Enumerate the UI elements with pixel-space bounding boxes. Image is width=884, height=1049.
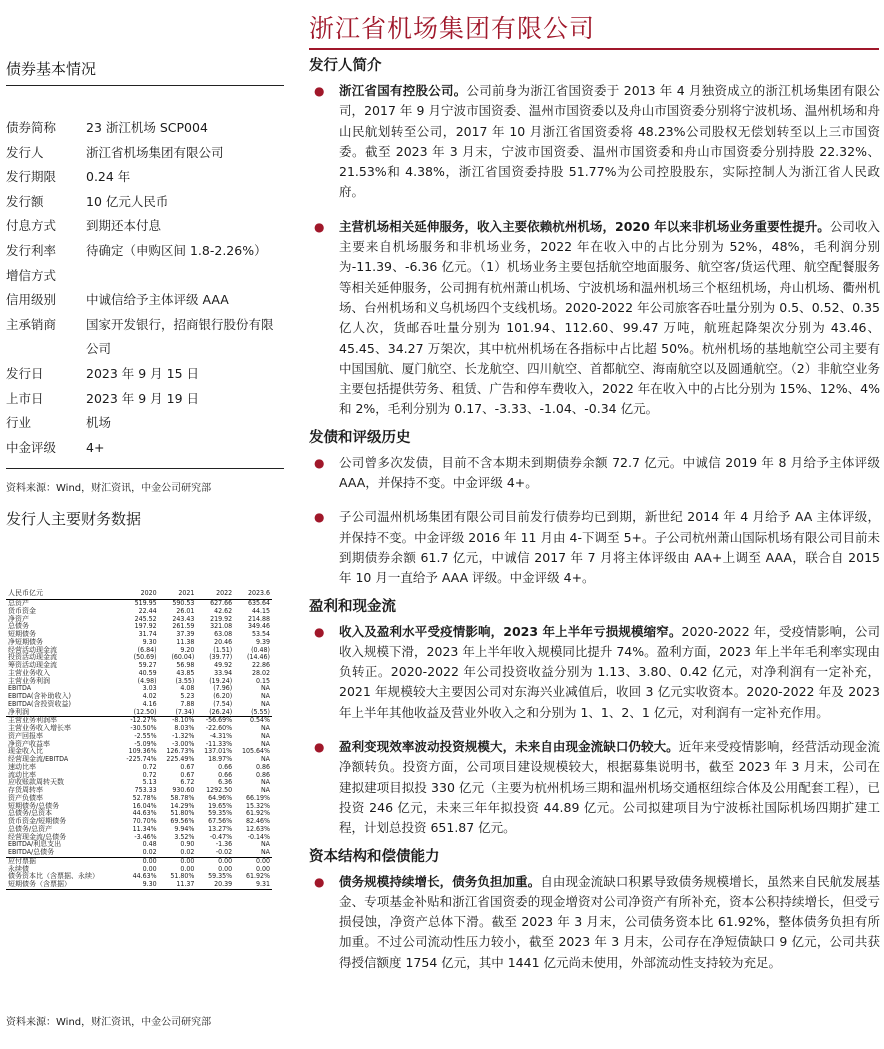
bullet-paragraph (309, 81, 880, 203)
table-row (6, 678, 272, 686)
table-row (6, 849, 272, 857)
title-rule (309, 48, 879, 50)
table-cell: 20.39 (196, 881, 234, 889)
table-row-label: EBITDA(含投资收益) (8, 699, 71, 708)
bond-info-row (6, 411, 284, 436)
bond-info-row (6, 141, 284, 166)
bullet-icon: ● (314, 510, 325, 525)
bullet-icon: ● (314, 455, 325, 470)
table-row-label: 经营现金流/总债务 (8, 832, 67, 841)
table-cell: 0.02 (118, 849, 158, 857)
bond-info-value: 到期还本付息 (86, 218, 162, 234)
bond-info-heading: 债券基本情况 (6, 60, 97, 78)
table-cell: -0.47% (209, 832, 233, 841)
section-heading: 盈利和现金流 (309, 598, 396, 615)
table-cell: 197.92 (134, 622, 157, 631)
bullet-paragraph (309, 217, 880, 420)
table-cell: -1.32% (172, 731, 195, 740)
table-cell: 0.00 (255, 856, 270, 865)
table-cell: 59.27 (138, 661, 157, 669)
right-column (309, 54, 880, 973)
bond-info-row (6, 116, 284, 141)
table-row-label: 短期债务/总债务 (8, 801, 60, 810)
table-cell: 11.34% (132, 824, 157, 833)
table-cell: 4.08 (180, 684, 195, 693)
bond-info-value: 10 亿元人民币 (86, 193, 169, 209)
bullet-paragraph (309, 622, 880, 723)
table-cell: 11.37 (159, 881, 197, 889)
table-cell: -3.00% (172, 739, 195, 748)
table-cell: 40.59 (138, 668, 157, 677)
bond-info-row (6, 362, 284, 387)
table-cell: 5.23 (180, 692, 195, 700)
table-cell: 19.65% (208, 801, 233, 810)
paragraph-text: 近年来受疫情影响，经营活动现金流净额转负。投资方面，公司项目建设规模较大，根据募集说明书，截至 2023 年 3 月末，公司在建拟建项目拟投 330 亿元（主要为杭州机场三期和温州机场交通枢纽综合体及公用配套工程），已投资 246 亿元，未来三年年拟投资 44.89 亿元。公司拟建项目为宁波栎社国际机场四期扩建工程，计划总投资 651.87 亿元。 (339, 739, 880, 836)
table-cell: NA (260, 699, 270, 708)
table-cell: 58.78% (170, 793, 195, 802)
table-cell: 0.00 (180, 864, 195, 873)
table-cell: 9.30 (118, 881, 158, 889)
bond-info-key: 中金评级 (6, 439, 57, 455)
table-cell: -225.74% (126, 755, 157, 763)
bond-info-value: 2023 年 9 月 15 日 (86, 365, 200, 381)
table-row-label: 总债务/总资本 (8, 809, 53, 818)
table-cell: 82.46% (245, 817, 270, 825)
table-cell: 67.56% (208, 817, 233, 825)
section-heading: 资本结构和偿债能力 (309, 848, 440, 865)
table-cell: 3.52% (174, 832, 195, 841)
table-header-cell: 2022 (196, 588, 234, 600)
bond-info-value (86, 264, 284, 289)
table-cell: 219.92 (210, 614, 233, 623)
bond-info-key: 信用级别 (6, 292, 57, 308)
table-row-label: 主营业务利润率 (8, 716, 57, 725)
table-cell: 28.02 (251, 668, 270, 677)
table-row-label: 速动比率 (8, 762, 36, 771)
paragraph-text: 子公司温州机场集团有限公司目前发行债券均已到期，新世纪 2014 年 4 月给予 AA 主体评级，并保持不变。中金评级 2016 年 11 月由 4-下调至 5+。子公司杭州萧山国际机场有限公司目前未到期债券余额 61.7 亿元，中诚信 2017 年 7 月将主体评级由 AA+上调至 AAA，联合自 2015 年 10 月一直给予 AAA 评级。中金评级 4+。 (339, 509, 880, 586)
table-cell: (7.54) (213, 699, 233, 708)
table-row-label: 资产负债率 (8, 793, 43, 802)
bullet-paragraph (309, 872, 880, 973)
bond-info-key: 发行人 (6, 144, 44, 160)
bond-info-value: 待确定（申购区间 1.8-2.26%） (86, 242, 267, 258)
table-cell: NA (260, 692, 270, 700)
table-row-label: EBITDA/总债务 (6, 849, 118, 857)
table-cell: 1292.50 (206, 786, 233, 794)
page-title: 浙江省机场集团有限公司 (309, 14, 596, 43)
table-row-label: 净利润 (6, 709, 118, 717)
table-cell: 0.15 (255, 676, 270, 685)
bond-info-key: 发行利率 (6, 242, 57, 258)
table-cell: 3.03 (142, 684, 157, 693)
table-cell: 590.53 (172, 599, 195, 607)
table-cell: 49.92 (214, 661, 233, 669)
table-cell: 9.39 (255, 637, 270, 646)
table-cell: 44.63% (132, 809, 157, 818)
paragraph-text: 公司曾多次发债，目前不含本期未到期债券余额 72.7 亿元。中诚信 2019 年 8 月给予主体评级 AAA，并保持不变。中金评级 4+。 (339, 454, 880, 491)
bond-info-row (6, 214, 284, 239)
table-row-label: EBITDA(含补助收入) (8, 692, 71, 700)
table-cell: 42.62 (214, 606, 233, 615)
table-cell: (3.55) (175, 676, 195, 685)
table-cell: -4.31% (209, 731, 233, 740)
table-row-label: 主营业务利润 (8, 676, 50, 685)
bond-info-value: 中诚信给予主体评级 AAA (86, 292, 229, 308)
source-note: 资料来源：Wind，财汇资讯，中金公司研究部 (6, 1017, 212, 1028)
table-cell: 0.72 (142, 762, 157, 771)
table-row-label: 资产回报率 (8, 731, 43, 740)
table-cell: 243.43 (172, 614, 195, 623)
table-cell: 0.00 (142, 856, 157, 865)
table-cell: 9.94% (174, 824, 195, 833)
table-row-label: 总债务/总资产 (8, 824, 53, 833)
table-cell: -2.55% (134, 731, 157, 740)
table-cell: 0.00 (180, 856, 195, 865)
table-header-cell: 2020 (118, 588, 158, 600)
bond-info-key: 主承销商 (6, 316, 57, 332)
table-cell: 0.86 (255, 762, 270, 771)
table-cell: 43.85 (176, 668, 195, 677)
table-cell: 70.70% (132, 817, 157, 825)
table-cell: -12.27% (130, 716, 157, 725)
bond-info-row (6, 288, 284, 313)
table-cell: 0.66 (218, 770, 233, 779)
table-cell: (39.77) (209, 653, 233, 662)
table-cell: 0.90 (180, 840, 195, 849)
table-row-label: 筹资活动现金流 (8, 661, 57, 669)
table-cell: 16.04% (132, 801, 157, 810)
table-cell: NA (260, 755, 270, 763)
table-cell: (60.04) (171, 653, 195, 662)
table-cell: -8.10% (172, 716, 195, 725)
paragraph-text: 公司收入主要来自机场服务和非机场业务，2022 年在收入中的占比分别为 52%，48%，毛利润分别为-11.39、-6.36 亿元。（1）机场业务主要包括航空地面服务、航空客/货运代理、航空配餐服务等相关延伸服务，公司拥有杭州萧山机场、宁波机场和温州机场三个枢纽机场，舟山机场、衢州机场、台州机场和义乌机场四个支线机场。2020-2022 年公司旅客吞吐量分别为 0.5、0.52、0.35 亿人次，货邮吞吐量分别为 101.94、112.60、99.47 万吨，航班起降架次分别为 43.46、45.45、34.27 万架次，其中杭州机场在各指标中占比超 50%。杭州机场的基地航空公司主要有中国国航、厦门航空、长龙航空、四川航空、首都航空、海南航空以及圆通航空。（2）非航空业务主要包括提供劳务、租赁、广告和停车费收入，2022 年在收入中的占比分别为 15%、12%、4%和 2%，毛利分别为 0.17、-3.33、-1.04、-0.34 亿元。 (339, 218, 880, 417)
table-cell: (14.46) (247, 653, 270, 662)
paragraph-lead: 浙江省国有控股公司。 (339, 83, 467, 98)
bond-info-row (6, 313, 284, 362)
table-cell: NA (260, 724, 270, 732)
table-row-label: 货币资金 (8, 606, 36, 615)
table-row-label: 主营业务收入 (8, 668, 50, 677)
table-cell: 69.56% (170, 817, 195, 825)
table-cell: NA (260, 778, 270, 787)
table-cell: 245.52 (134, 614, 157, 623)
table-cell: -56.69% (205, 716, 233, 725)
table-cell: 0.66 (218, 762, 233, 771)
table-cell: 14.29% (170, 801, 195, 810)
bond-info-key: 付息方式 (6, 218, 57, 234)
table-cell: 26.01 (176, 606, 195, 615)
table-row-label: 总资产 (8, 599, 29, 607)
table-cell: 44.63% (132, 872, 157, 881)
paragraph-text: 2020-2022 年，受疫情影响，公司收入规模下滑，2023 年上半年收入规模同比提升 74%。盈利方面，2023 年上半年毛利率实现由负转正。2020-2022 年公司投资收益分别为 1.13、3.80、0.42 亿元，对净利润有一定补充，2021 年规模较大主要因公司对东海兴业减值后，收回 3 亿元实收资本。2020-2022 年及 2023 年上半年其他收益及营业外收入之和分别为 1、1、2、1 亿元，对利润有一定补充作用。 (339, 623, 880, 720)
table-cell: 13.27% (208, 824, 233, 833)
table-cell: 59.35% (208, 872, 233, 881)
table-row-label: 净资产 (8, 614, 29, 623)
bond-info-row (6, 264, 284, 289)
bullet-icon: ● (314, 219, 325, 234)
paragraph-text: 公司前身为浙江省国资委于 2013 年 4 月独资成立的浙江机场集团有限公司，2017 年 9 月宁波市国资委、温州市国资委以及舟山市国资委分别将宁波机场、温州机场和舟山民航划转至公司，2017 年 10 月浙江省国资委将 48.23%公司股权无偿划转至以上三市国资委。截至 2023 年 3 月末，宁波市国资委、温州市国资委和舟山市国资委分别持股 22.32%、21.53%和 4.38%，浙江省国资委持股 51.77%为公司控股股东，实际控制人为浙江省人民政府。 (339, 83, 880, 200)
table-cell: 56.98 (176, 661, 195, 669)
table-cell: 33.94 (214, 668, 233, 677)
table-row (6, 881, 272, 889)
table-row-label: 经营活动现金流 (8, 645, 57, 654)
table-cell: NA (260, 684, 270, 693)
table-cell: 22.44 (138, 606, 157, 615)
table-cell: 105.64% (241, 747, 270, 756)
table-cell: NA (260, 840, 270, 849)
table-cell: 18.97% (208, 755, 233, 763)
table-cell: NA (234, 849, 272, 857)
table-cell: 61.92% (245, 809, 270, 818)
table-cell: 109.36% (128, 747, 157, 756)
table-cell: -3.46% (134, 832, 157, 841)
bond-info-value: 机场 (86, 415, 112, 431)
bullet-paragraph (309, 507, 880, 588)
table-cell: 225.49% (166, 755, 195, 763)
bond-info-row (6, 239, 284, 264)
table-row-label: 流动比率 (8, 770, 36, 779)
left-column (6, 58, 284, 529)
table-cell: 66.19% (245, 793, 270, 802)
table-cell: 22.86 (251, 661, 270, 669)
table-cell: (5.55) (234, 709, 272, 717)
bond-info-row (6, 165, 284, 190)
table-cell: (4.98) (137, 676, 157, 685)
table-header-cell: 人民币亿元 (6, 588, 118, 600)
table-cell: 8.03% (174, 724, 195, 732)
table-row-label: 应付票据 (8, 856, 36, 865)
bond-info-row (6, 190, 284, 215)
bond-info-row (6, 436, 284, 461)
table-cell: 519.95 (134, 599, 157, 607)
table-cell: 15.32% (245, 801, 270, 810)
paragraph-lead: 盈利变现效率波动投资规模大，未来自由现金流缺口仍较大。 (339, 739, 679, 755)
bond-info-key: 发行期限 (6, 169, 57, 185)
bond-info-value: 2023 年 9 月 19 日 (86, 390, 200, 406)
table-cell: (7.34) (159, 709, 197, 717)
table-cell: -1.36 (215, 840, 233, 849)
table-row (6, 756, 272, 764)
table-row-label: 债务资本比（含票据、永续） (8, 872, 99, 881)
table-row-label: EBITDA (8, 684, 32, 693)
table-cell: 61.92% (245, 872, 270, 881)
table-cell: 7.88 (180, 699, 195, 708)
table-row-label: 投资活动现金流 (8, 653, 57, 662)
table-cell: (6.84) (137, 645, 157, 654)
table-cell: (26.24) (196, 709, 234, 717)
table-cell: -22.60% (205, 724, 233, 732)
table-cell: (1.51) (213, 645, 233, 654)
table-cell: 52.78% (132, 793, 157, 802)
paragraph-text: 自由现金流缺口积累导致债务规模增长，虽然来自民航发展基金、专项基金补贴和浙江省国资委的现金增资对公司净资产有所补充，资本公积持续增长，但受亏损侵蚀，净资产总体下滑。截至 2023 年 3 月末，公司债务资本比 61.92%，整体债务负担有所加重。不过公司流动性压力较小，截至 2023 年 3 月末，公司存在净短债缺口 9 亿元，公司共获得授信额度 1754 亿元，其中 1441 亿元尚未使用，外部流动性支持较为充足。 (339, 873, 880, 970)
table-cell: 0.00 (218, 856, 233, 865)
table-cell: 0.48 (142, 840, 157, 849)
table-cell: 261.59 (172, 622, 195, 631)
section-heading: 发债和评级历史 (309, 429, 411, 446)
table-cell: 51.80% (170, 872, 195, 881)
table-row-label: 净资产收益率 (8, 739, 50, 748)
divider (6, 85, 284, 86)
bond-info-value: 4+ (86, 439, 105, 455)
table-cell: 9.30 (142, 637, 157, 646)
table-cell: 12.63% (245, 824, 270, 833)
bond-info-key: 发行额 (6, 193, 44, 209)
table-cell: (50.69) (133, 653, 157, 662)
table-cell: 0.72 (142, 770, 157, 779)
table-cell: 137.01% (204, 747, 233, 756)
table-cell: -0.14% (247, 832, 270, 841)
bond-info-value: 国家开发银行，招商银行股份有限公司 (86, 316, 274, 357)
bond-info-key: 发行日 (6, 365, 44, 381)
table-row-label: 短期债务（含票据） (6, 881, 118, 889)
table-cell: -0.02 (196, 849, 234, 857)
table-row-label: 总债务 (8, 622, 29, 631)
table-cell: 0.02 (159, 849, 197, 857)
table-cell: -30.50% (130, 724, 157, 732)
table-cell: 44.15 (251, 606, 270, 615)
table-cell: 63.08 (214, 630, 233, 638)
table-cell: 0.86 (255, 770, 270, 779)
table-cell: (19.24) (209, 676, 233, 685)
bond-info-value: 0.24 年 (86, 169, 131, 185)
table-cell: -11.33% (205, 739, 233, 748)
table-header-cell: 2021 (159, 588, 197, 600)
table-cell: 6.72 (180, 778, 195, 787)
table-row-label: 货币资金/短期债务 (8, 817, 67, 825)
bond-info-value: 浙江省机场集团有限公司 (86, 144, 224, 160)
table-cell: 635.64 (247, 599, 270, 607)
table-cell: 5.13 (142, 778, 157, 787)
section-heading: 发行人简介 (309, 58, 382, 74)
table-cell: 4.16 (142, 699, 157, 708)
bond-info-table (6, 116, 284, 460)
paragraph-lead: 债务规模持续增长，债务负担加重。 (339, 873, 541, 889)
table-row (6, 631, 272, 639)
bullet-icon: ● (314, 874, 325, 889)
table-cell: -5.09% (134, 739, 157, 748)
table-cell: (0.48) (251, 645, 270, 654)
table-cell: 0.67 (180, 762, 195, 771)
table-header-cell: 2023.6 (234, 588, 272, 600)
bond-info-key: 行业 (6, 415, 32, 431)
table-cell: 64.96% (208, 793, 233, 802)
bullet-icon: ● (314, 624, 325, 639)
table-row-label: 净短期债务 (8, 637, 43, 646)
table-row-label: 主营业务收入增长率 (8, 724, 71, 732)
table-cell: 0.54% (249, 716, 270, 725)
table-cell: NA (260, 731, 270, 740)
table-cell: NA (260, 786, 270, 794)
table-cell: 51.80% (170, 809, 195, 818)
financial-table (6, 588, 272, 890)
bond-info-key: 上市日 (6, 390, 44, 406)
table-cell: 6.36 (218, 778, 233, 787)
table-cell: 37.39 (176, 630, 195, 638)
bond-info-key: 增信方式 (6, 267, 57, 283)
table-row (6, 764, 272, 772)
table-cell: 20.46 (214, 637, 233, 646)
table-cell: (6.20) (213, 692, 233, 700)
table-row-label: EBITDA/利息支出 (8, 840, 62, 849)
table-cell: 4.02 (142, 692, 157, 700)
bullet-paragraph (309, 453, 880, 494)
table-cell: 59.35% (208, 809, 233, 818)
table-cell: 0.67 (180, 770, 195, 779)
table-row-label: 应收账款周转天数 (8, 778, 64, 787)
table-row-label: 经营现金流/EBITDA (8, 755, 69, 763)
bullet-icon: ● (314, 740, 325, 755)
table-cell: 9.31 (234, 881, 272, 889)
paragraph-lead: 主营机场相关延伸服务，收入主要依赖杭州机场，2020 年以来非机场业务重要性提升。 (339, 218, 830, 234)
divider (6, 468, 284, 469)
table-cell: 31.74 (138, 630, 157, 638)
bond-info-value: 23 浙江机场 SCP004 (86, 120, 208, 135)
bullet-icon: ● (314, 84, 325, 98)
table-cell: 753.33 (134, 786, 157, 794)
table-cell: 9.20 (180, 645, 195, 654)
table-cell: 126.73% (166, 747, 195, 756)
table-cell: (12.50) (118, 709, 158, 717)
paragraph-lead: 收入及盈利水平受疫情影响，2023 年上半年亏损规模缩窄。 (339, 623, 682, 639)
table-cell: 11.38 (176, 637, 195, 646)
table-cell: 0.00 (218, 864, 233, 873)
bond-info-row (6, 387, 284, 412)
bond-info-key: 债券简称 (6, 120, 57, 135)
table-cell: 627.66 (210, 599, 233, 607)
table-header-row (6, 588, 272, 600)
table-cell: 214.88 (247, 614, 270, 623)
table-cell: 930.60 (172, 786, 195, 794)
table-row-label: 存货周转率 (8, 786, 43, 794)
table-row-label: 短期债务 (8, 630, 36, 638)
bullet-paragraph (309, 737, 880, 838)
table-cell: NA (260, 739, 270, 748)
table-cell: 321.08 (210, 622, 233, 631)
table-row-label: 永续债 (8, 864, 29, 873)
financial-data-heading: 发行人主要财务数据 (6, 510, 142, 529)
table-row (6, 857, 272, 865)
table-cell: 53.54 (251, 630, 270, 638)
table-row-label: 现金收入比 (8, 747, 43, 756)
table-cell: 0.00 (255, 864, 270, 873)
table-cell: (7.96) (213, 684, 233, 693)
table-cell: 349.46 (247, 622, 270, 631)
table-cell: 0.00 (142, 864, 157, 873)
source-note: 资料来源：Wind，财汇资讯，中金公司研究部 (6, 483, 212, 495)
